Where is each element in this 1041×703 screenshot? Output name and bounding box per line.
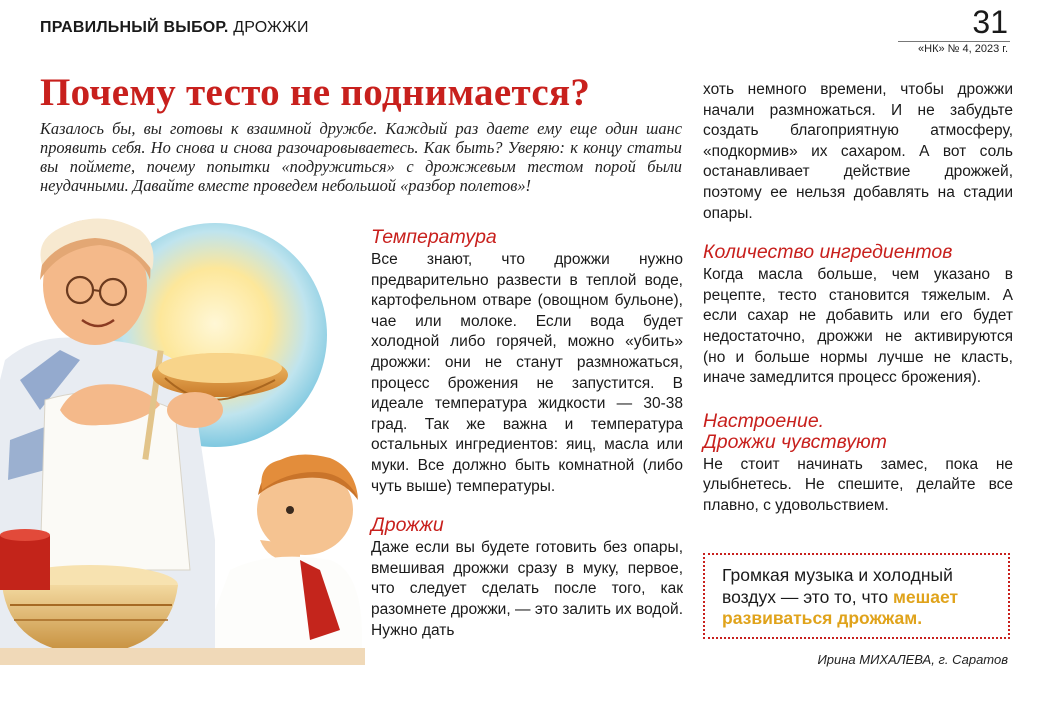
rubric — [40, 19, 309, 37]
page-number: 31 — [972, 4, 1008, 40]
quote-highlight: мешает развиваться дрожжам. — [722, 586, 959, 628]
author-signature: Ирина МИХАЛЕВА, г. Саратов — [817, 652, 1008, 667]
article-lead: Казалось бы, вы готовы к взаимной дружбе. Каждый раз даете ему еще один шанс проявить себя. Но снова и снова разочаровываетесь. Как быть? Уверяю: к концу статьи вы поймете, почему попытки «подружиться» с дрожжевым тестом порой были неудачными. Давайте вместе проведем небольшой «разбор полетов»! — [40, 119, 682, 195]
subheading-quantity: Количество ингредиентов — [703, 241, 953, 264]
paragraph-yeast-part2: хоть немного времени, чтобы дрожжи начали размножаться. И не забудьте создать благоприятную атмосферу, «подкормив» их сахаром. А вот соль останавливает действие дрожжей, поэтому ее нельзя добавлять на стадии опары. — [703, 81, 1013, 222]
paragraph-mood: Не стоит начинать замес, пока не улыбнетесь. Не спешите, делайте все плавно, с удовольствием. — [703, 455, 1013, 514]
grandmother-and-boy-illustration — [0, 210, 365, 665]
quote-plain-text: Громкая музыка и холодный воздух — это то, что — [722, 565, 953, 607]
subheading-mood-line2: Дрожжи чувствуют — [703, 430, 887, 453]
article-title: Почему тесто не поднимается? — [40, 71, 591, 114]
subheading-yeast: Дрожжи — [371, 514, 444, 537]
quote — [722, 565, 1002, 630]
paragraph-temperature: Все знают, что дрожжи нужно предварительно развести в теплой воде, картофельном отваре (овощном бульоне), чае или молоке. Если вода будет холодной либо горячей, можно «убить» дрожжи: они не станут размножаться, процесс брожения не запустится. В идеале температура жидкости — 30-38 град. Так же важна и температура остальных ингредиентов: яиц, масла или муки. Все должно быть комнатной (либо чуть выше) температуры. — [371, 251, 683, 495]
subheading-temperature: Температура — [371, 226, 497, 248]
header-divider — [898, 41, 1010, 42]
issue-info: «НК» № 4, 2023 г. — [918, 43, 1008, 55]
column-1 — [371, 227, 683, 641]
rubric-topic: ДРОЖЖИ — [228, 19, 309, 36]
rubric-bold: ПРАВИЛЬНЫЙ ВЫБОР. — [40, 19, 229, 36]
paragraph-yeast-part1: Даже если вы будете готовить без опары, вмешивая дрожжи сразу в муку, первое, что следует сделать после того, как разомнете дрожжи, — это залить их водой. Нужно дать — [371, 539, 683, 639]
subheading-mood-line1: Настроение. — [703, 409, 825, 432]
paragraph-quantity: Когда масла больше, чем указано в рецепте, тесто становится тяжелым. А если сахар не добавить или его будет недостаточно, дрожжи не активируются (но и больше нормы лучше не класть, иначе замедлится процесс брожения). — [703, 266, 1013, 387]
column-2 — [703, 80, 1013, 517]
